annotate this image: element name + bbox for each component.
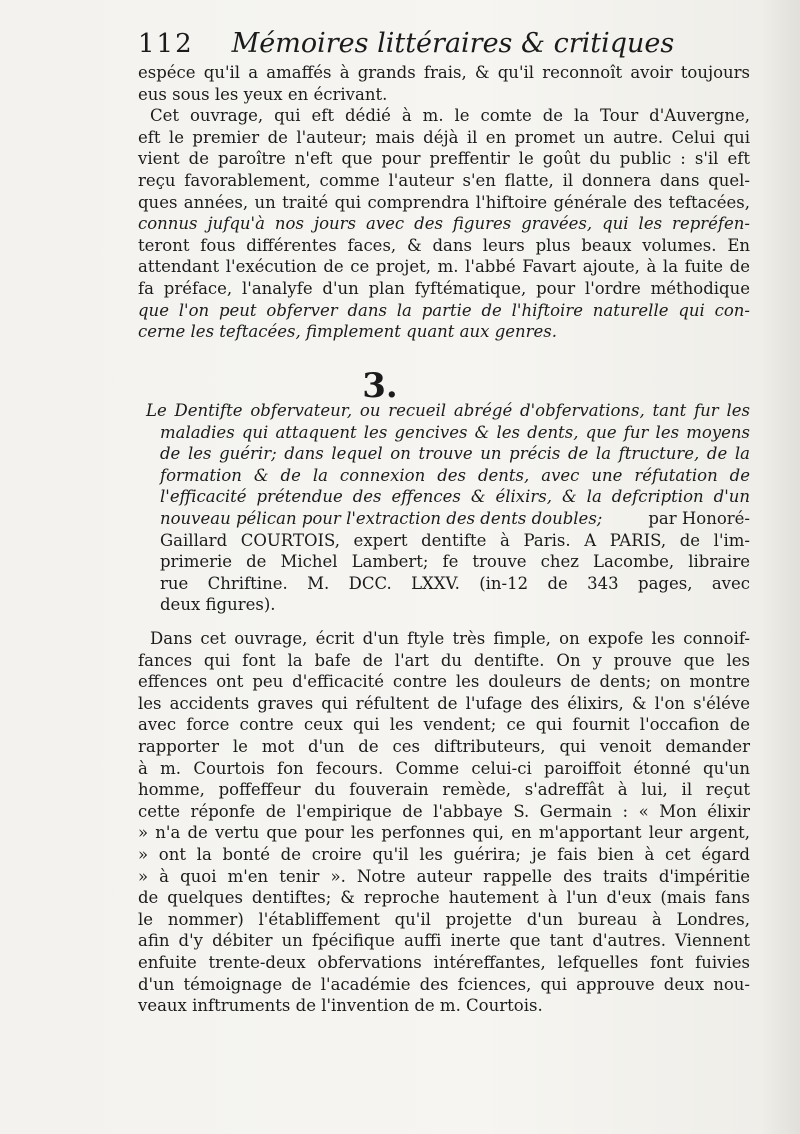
text-line: reçu favorablement, comme l'auteur s'en flatte, il donnera dans quel- [138,170,750,190]
text-line: » n'a de vertu que pour les perfonnes qui, en m'apportant leur argent, [138,823,750,843]
title-line-italic: nouveau pélican pour l'extraction des dents doubles; [160,508,603,528]
text-line: Cet ouvrage, qui eft dédié à m. le comte de la Tour d'Auvergne, [150,106,750,126]
text-line: rapporter le mot d'un de ces diftributeurs, qui venoit demander [138,736,750,756]
text-line: que l'on peut obferver dans la partie de l'hiftoire naturelle qui con- [138,300,750,320]
text-line: eus sous les yeux en écrivant. [138,84,388,104]
text-line: à m. Courtois fon fecours. Comme celui-ci paroiffoit étonné qu'un [138,758,750,778]
text-line: homme, poffeffeur du fouverain remède, s'adreffât à lui, il reçut [138,780,750,800]
title-line: de les guérir; dans lequel on trouve un précis de la ftructure, de la [160,444,750,464]
review-paragraph [138,628,750,1017]
title-line: Le Dentifte obfervateur, ou recueil abrégé d'obfervations, tant fur les [146,401,750,420]
text-line: attendant l'exécution de ce projet, m. l'abbé Favart ajoute, à la fuite de [138,257,750,277]
text-line: fances qui font la bafe de l'art du dentifte. On y prouve que les [138,650,750,670]
text-line: veaux inftruments de l'invention de m. Courtois. [138,996,543,1016]
page-edge-shadow [760,0,800,1134]
text-line: de quelques dentiftes; & reproche hautement à l'un d'eux (mais fans [138,888,750,908]
text-line: » à quoi m'en tenir ». Notre auteur rappelle des traits d'impéritie [138,866,750,886]
text-line: Dans cet ouvrage, écrit d'un ftyle très fimple, on expofe les connoif- [150,629,750,648]
title-line: formation & de la connexion des dents, avec une réfutation de [160,465,750,485]
page-number: 112 [138,29,194,59]
text-line: d'un témoignage de l'académie des fciences, qui approuve deux nou- [138,974,750,994]
opening-paragraph [138,62,750,343]
imprint-line: deux figures). [160,595,276,615]
title-line: l'efficacité prétendue des effences & élixirs, & la defcription d'un [160,487,750,507]
text-line: eft le premier de l'auteur; mais déjà il en promet un autre. Celui qui [138,127,750,147]
text-line: ques années, un traité qui comprendra l'hiftoire générale des teftacées, [138,192,750,212]
imprint-line: primerie de Michel Lambert; fe trouve chez Lacombe, libraire [160,552,750,572]
text-line: les accidents graves qui réfultent de l'ufage des élixirs, & l'on s'éléve [138,693,750,713]
text-line: effences ont peu d'efficacité contre les douleurs de dents; on montre [138,672,750,692]
text-line: » ont la bonté de croire qu'il les guérira; je fais bien à cet égard [138,844,750,864]
text-line: teront fous différentes faces, & dans leurs plus beaux volumes. En [138,235,750,255]
imprint-start: par Honoré- [648,508,750,528]
text-line: connus jufqu'à nos jours avec des figures gravées, qui les repréfen- [138,214,750,234]
text-line: enfuite trente-deux obfervations intéreffantes, lefquelles font fuivies [138,952,750,972]
text-line: avec force contre ceux qui les vendent; ce qui fournit l'occafion de [138,715,750,735]
text-line: fa préface, l'analyfe d'un plan fyftématique, pour l'ordre méthodique [138,278,750,298]
title-line: maladies qui attaquent les gencives & les dents, que fur les moyens [160,422,750,442]
section-numeral: 3. [362,366,398,406]
text-line: vient de paroître n'eft que pour preffentir le goût du public : s'il eft [138,149,750,169]
text-line: cerne les teftacées, fimplement quant aux genres. [138,322,558,342]
text-line: cette réponfe de l'empirique de l'abbaye S. Germain : « Mon élixir [138,801,750,821]
imprint-line: rue Chriftine. M. DCC. LXXV. (in-12 de 343 pages, avec [160,573,750,593]
title-line-mixed [138,508,750,530]
running-title: Mémoires littéraires & critiques [231,28,675,59]
text-line: afin d'y débiter un fpécifique auffi inerte que tant d'autres. Viennent [138,931,750,951]
imprint-line: Gaillard COURTOIS, expert dentifte à Paris. A PARIS, de l'im- [160,530,750,550]
text-line: le nommer) l'établiffement qu'il projette d'un bureau à Londres, [138,909,750,929]
text-line: espéce qu'il a amaffés à grands frais, & qu'il reconnoît avoir toujours [138,63,750,82]
book-entry-title [138,400,750,616]
